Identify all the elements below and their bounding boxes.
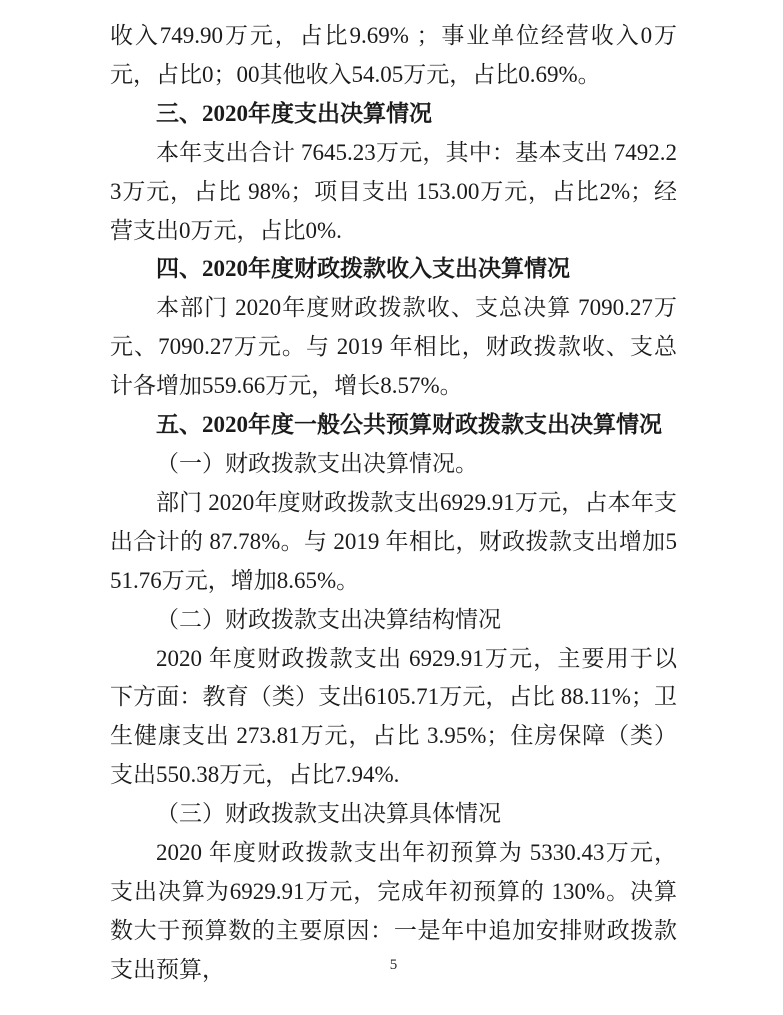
- section-heading: 五、2020年度一般公共预算财政拨款支出决算情况: [156, 412, 662, 438]
- section-heading: 四、2020年度财政拨款收入支出决算情况: [156, 256, 570, 282]
- paragraph: 本部门 2020年度财政拨款收、支总决算 7090.27万元、7090.27万元。与 2019 年相比，财政拨款收、支总计各增加559.66万元，增长8.57%。: [110, 295, 677, 399]
- paragraph: 2020 年度财政拨款支出 6929.91万元，主要用于以下方面：教育（类）支出6105.71万元，占比 88.11%；卫生健康支出 273.81万元，占比 3.95%；住房保障（类）支出550.38万元，占比7.94%.: [110, 645, 677, 788]
- section-heading: 三、2020年度支出决算情况: [156, 100, 432, 126]
- paragraph: （三）财政拨款支出决算具体情况: [156, 801, 501, 827]
- paragraph: （二）财政拨款支出决算结构情况: [156, 606, 501, 632]
- paragraph: 本年支出合计 7645.23万元，其中：基本支出 7492.23万元，占比 98%；项目支出 153.00万元，占比2%；经营支出0万元，占比0%.: [110, 139, 677, 243]
- document-body: [110, 17, 677, 990]
- paragraph: （一）财政拨款支出决算情况。: [156, 450, 478, 476]
- paragraph: 2020 年度财政拨款支出年初预算为 5330.43万元，支出决算为6929.91万元，完成年初预算的 130%。决算数大于预算数的主要原因：一是年中追加安排财政拨款支出预算，: [110, 840, 677, 982]
- page-number: 5: [389, 957, 398, 973]
- paragraph: 部门 2020年度财政拨款支出6929.91万元，占本年支出合计的 87.78%。与 2019 年相比，财政拨款支出增加551.76万元，增加8.65%。: [110, 489, 677, 593]
- paragraph: 收入749.90万元，占比9.69% ；事业单位经营收入0万元，占比0；00其他收入54.05万元，占比0.69%。: [110, 23, 677, 87]
